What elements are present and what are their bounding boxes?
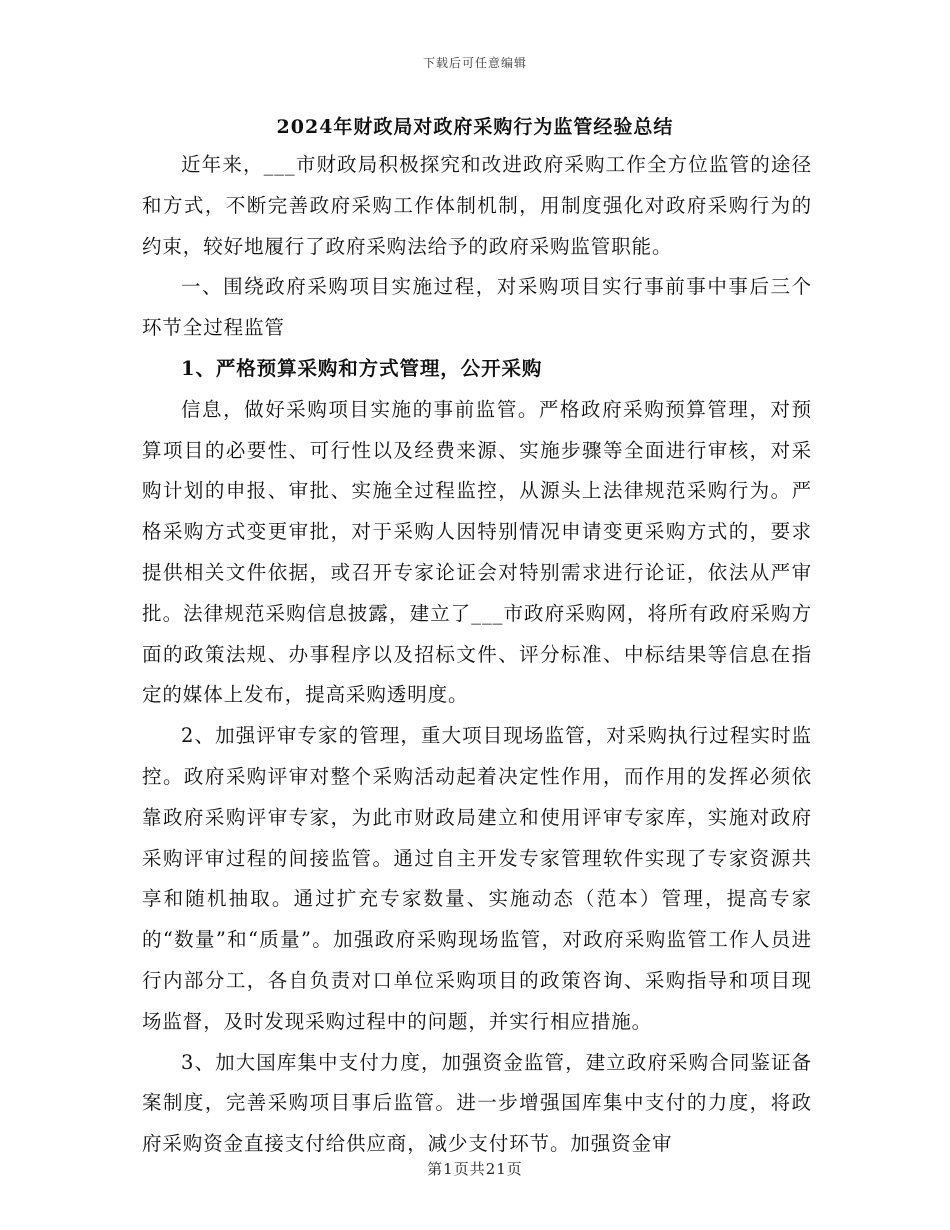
paragraph-treasury: 3、加大国库集中支付力度，加强资金监管，建立政府采购合同鉴证备案制度，完善采购项目事后监管。进一步增强国库集中支付的力度，将政府采购资金直接支付给供应商，减少支付环节。加强资金审	[142, 1050, 812, 1156]
section-heading-1: 一、围绕政府采购项目实施过程，对采购项目实行事前事中事后三个环节全过程监管	[142, 275, 812, 340]
paragraph-budget: 信息，做好采购项目实施的事前监管。严格政府采购预算管理，对预算项目的必要性、可行性以及经费来源、实施步骤等全面进行审核，对采购计划的申报、审批、实施全过程监控，从源头上法律规范采购行为。严格采购方式变更审批，对于采购人因特别情况申请变更采购方式的，要求提供相关文件依据，或召开专家论证会对特别需求进行论证，依法从严审批。法律规范采购信息披露，建立了___市政府采购网，将所有政府采购方面的政策法规、办事程序以及招标文件、评分标准、中标结果等信息在指定的媒体上发布，提高采购透明度。	[142, 397, 812, 707]
paragraph-experts: 2、加强评审专家的管理，重大项目现场监管，对采购执行过程实时监控。政府采购评审对整个采购活动起着决定性作用，而作用的发挥必须依靠政府采购评审专家，为此市财政局建立和使用评审专家库，实施对政府采购评审过程的间接监管。通过自主开发专家管理软件实现了专家资源共享和随机抽取。通过扩充专家数量、实施动态（范本）管理，提高专家的“数量”和“质量”。加强政府采购现场监管，对政府采购监管工作人员进行内部分工，各自负责对口单位采购项目的政策咨询、采购指导和项目现场监督，及时发现采购过程中的问题，并实行相应措施。	[142, 724, 812, 1033]
page-header-note: 下载后可任意编辑	[422, 56, 527, 70]
paragraph-intro: 近年来，___市财政局积极探究和改进政府采购工作全方位监管的途径和方式，不断完善政府采购工作体制机制，用制度强化对政府采购行为的约束，较好地履行了政府采购法给予的政府采购监管职能。	[142, 153, 812, 258]
document-title: 2024年财政局对政府采购行为监管经验总结	[276, 116, 674, 138]
subheading-1: 1、严格预算采购和方式管理，公开采购	[181, 356, 543, 380]
document-body	[142, 145, 812, 1165]
page-footer: 第1页共21页	[427, 1160, 523, 1178]
